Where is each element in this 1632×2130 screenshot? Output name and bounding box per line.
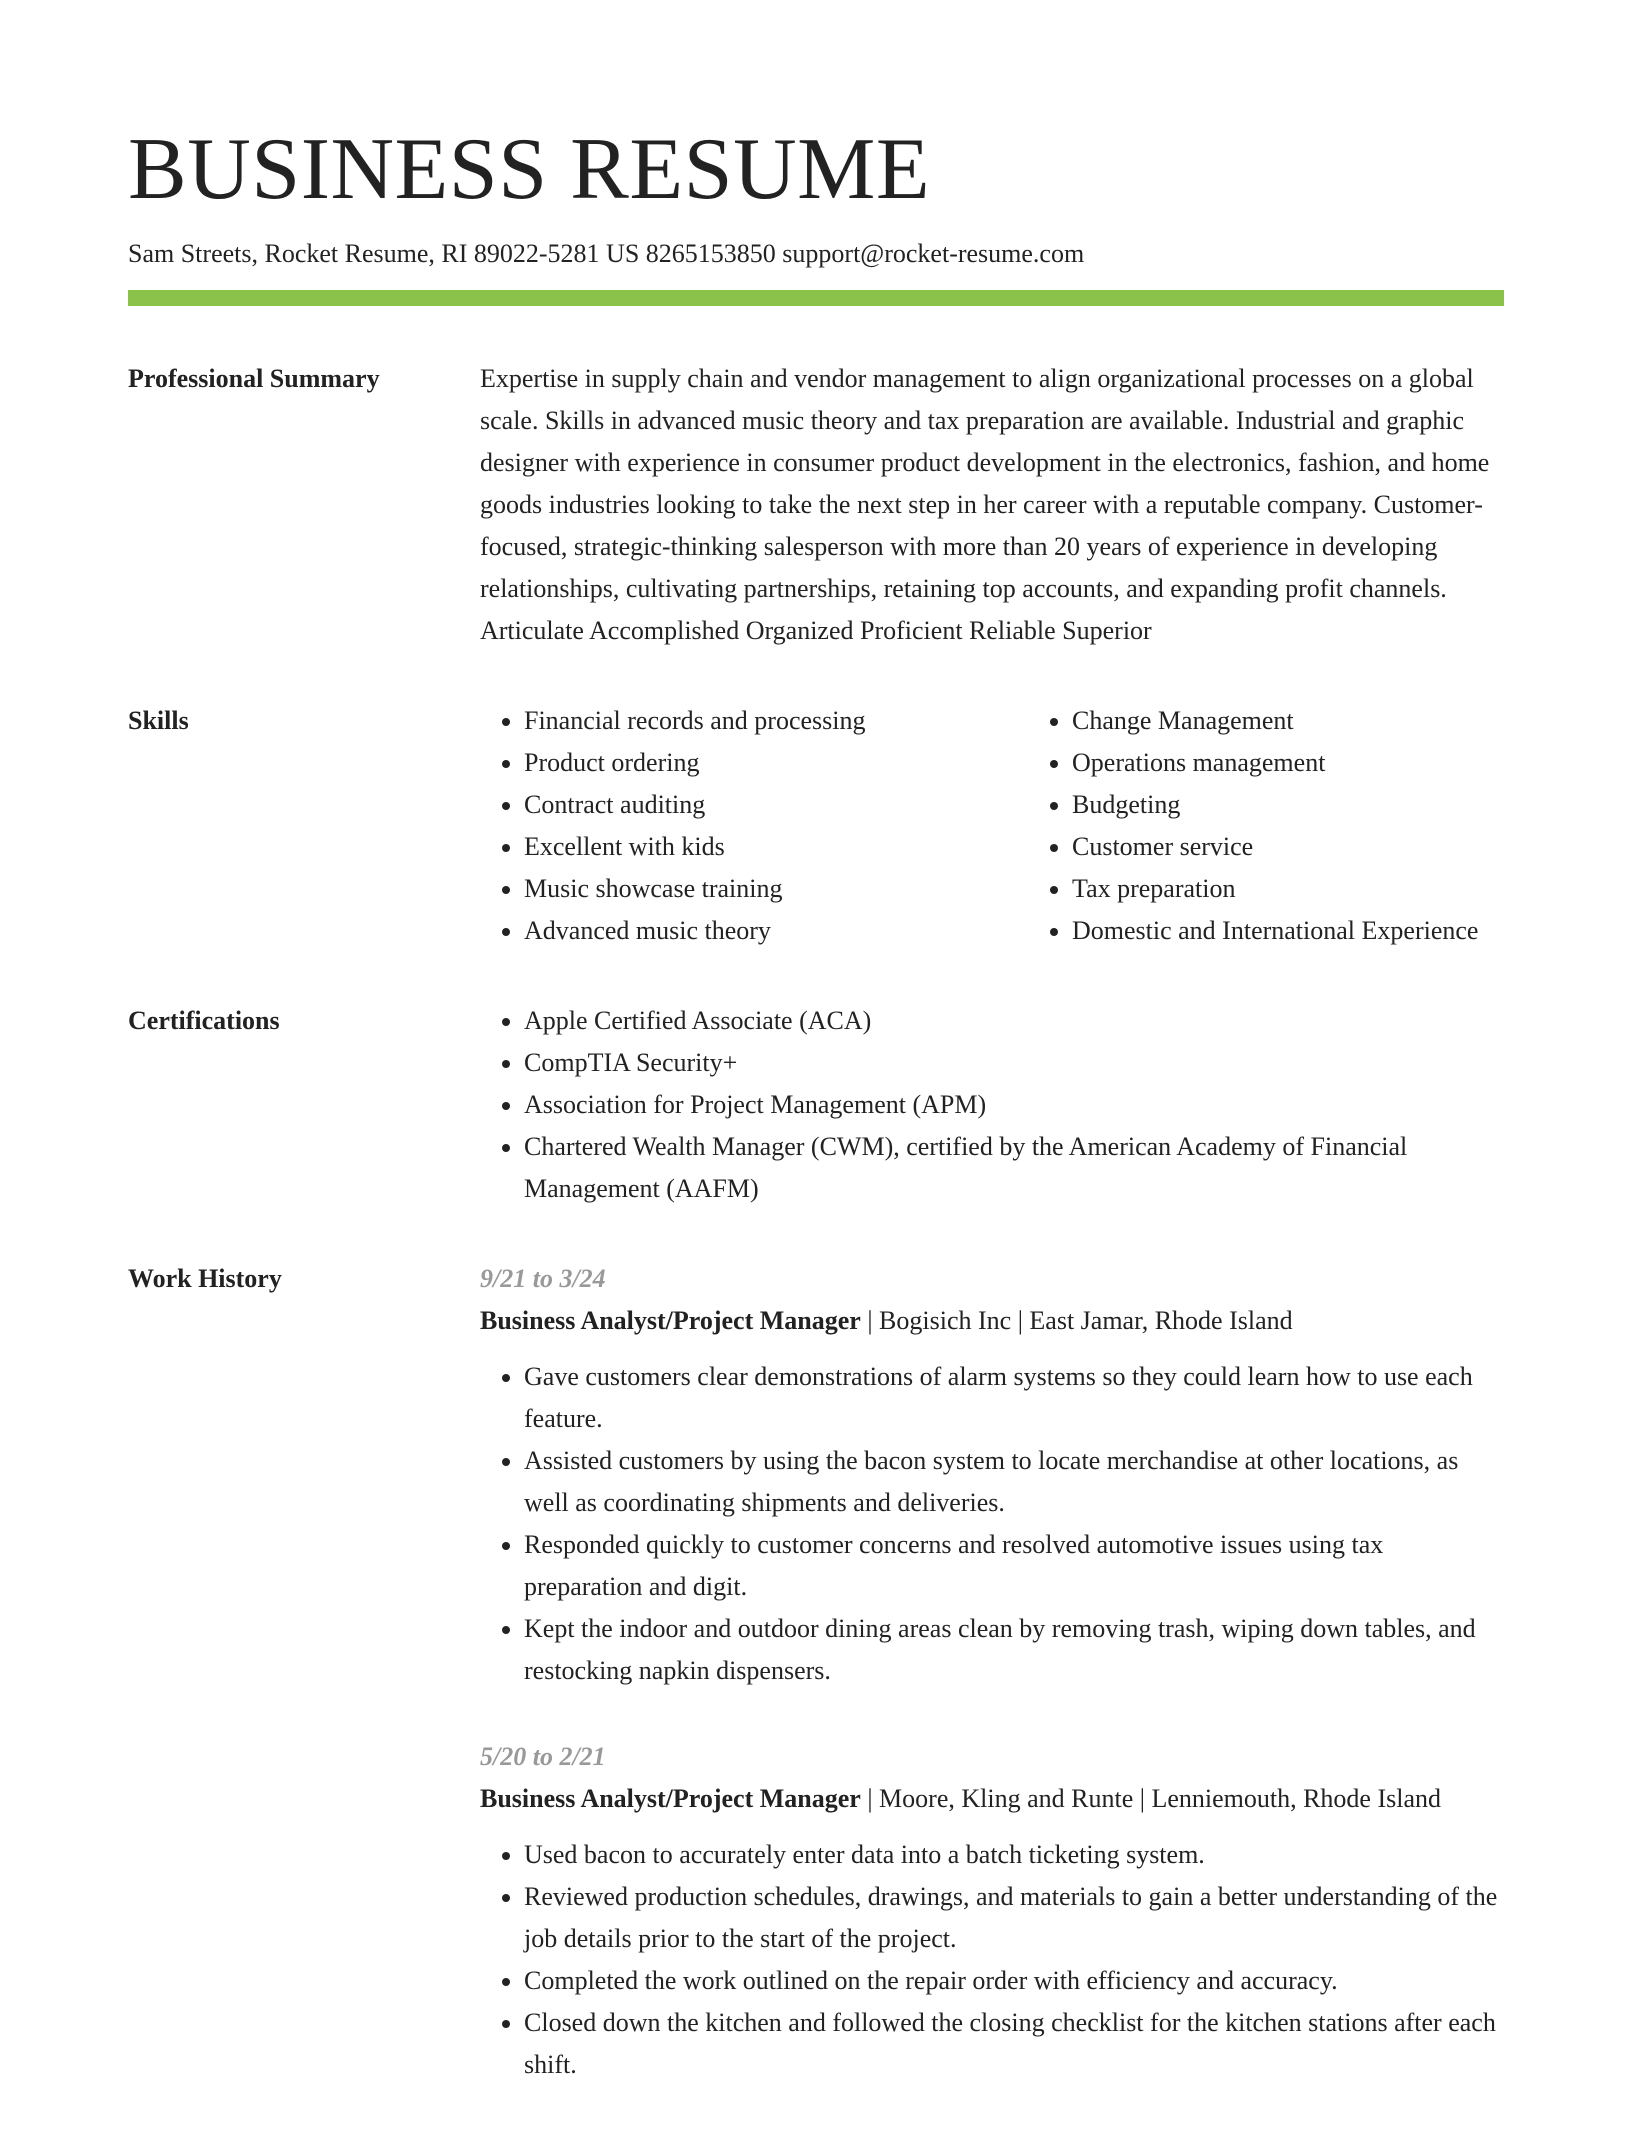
job-title-line — [480, 1778, 1504, 1820]
summary-heading: Professional Summary — [128, 364, 380, 393]
job-entry — [480, 1258, 1504, 1692]
job-dates: 9/21 to 3/24 — [480, 1264, 606, 1293]
job-bullet: • Kept the indoor and outdoor dining areas clean by removing trash, wiping down tables, and restocking napkin dispensers. — [524, 1608, 1504, 1692]
job-entry — [480, 1736, 1504, 2086]
job-title-line — [480, 1300, 1504, 1342]
job-bullet: • Closed down the kitchen and followed the closing checklist for the kitchen stations after each shift. — [524, 2002, 1504, 2086]
work-history-heading: Work History — [128, 1264, 282, 1293]
job-company-location: | Bogisich Inc | East Jamar, Rhode Island — [860, 1306, 1293, 1335]
skill-item: • Budgeting — [1072, 784, 1576, 826]
skills-section — [128, 700, 1504, 952]
skill-item: • Operations management — [1072, 742, 1576, 784]
certifications-list — [480, 1000, 1504, 1210]
job-bullets — [480, 1356, 1504, 1692]
skills-list-left — [480, 700, 1028, 952]
contact-line: Sam Streets, Rocket Resume, RI 89022-5281 US 8265153850 support@rocket-resume.com — [128, 239, 1085, 268]
certifications-section — [128, 1000, 1504, 1210]
skills-columns — [480, 700, 1576, 952]
summary-text: Expertise in supply chain and vendor management to align organizational processes on a global scale. Skills in advanced music theory and tax preparation are available. Industrial and graphic designer with experience in consumer product development in the electronics, fashion, and home goods industries looking to take the next step in her career with a reputable company. Customer-focused, strategic-thinking salesperson with more than 20 years of experience in developing relationships, cultivating partnerships, retaining top accounts, and expanding profit channels. Articulate Accomplished Organized Proficient Reliable Superior — [480, 364, 1490, 645]
skill-item: • Domestic and International Experience — [1072, 910, 1576, 952]
skill-item: • Product ordering — [524, 742, 1028, 784]
accent-divider — [128, 290, 1504, 306]
skill-item: • Music showcase training — [524, 868, 1028, 910]
certification-item: • CompTIA Security+ — [524, 1042, 1504, 1084]
certification-item: • Apple Certified Associate (ACA) — [524, 1000, 1504, 1042]
skill-item: • Financial records and processing — [524, 700, 1028, 742]
certification-item: • Association for Project Management (APM) — [524, 1084, 1504, 1126]
skill-item: • Advanced music theory — [524, 910, 1028, 952]
work-history-section — [128, 1258, 1504, 2130]
resume-title: BUSINESS RESUME — [128, 121, 931, 218]
skills-heading: Skills — [128, 706, 189, 735]
certifications-heading: Certifications — [128, 1006, 280, 1035]
skill-item: • Contract auditing — [524, 784, 1028, 826]
certification-item: • Chartered Wealth Manager (CWM), certified by the American Academy of Financial Management (AAFM) — [524, 1126, 1504, 1210]
skill-item: • Customer service — [1072, 826, 1576, 868]
job-dates: 5/20 to 2/21 — [480, 1742, 606, 1771]
summary-section — [128, 358, 1504, 652]
job-title: Business Analyst/Project Manager — [480, 1784, 861, 1813]
job-bullet: • Assisted customers by using the bacon system to locate merchandise at other locations, as well as coordinating shipments and deliveries. — [524, 1440, 1504, 1524]
skill-item: • Tax preparation — [1072, 868, 1576, 910]
job-bullet: • Responded quickly to customer concerns and resolved automotive issues using tax preparation and digit. — [524, 1524, 1504, 1608]
job-bullet: • Completed the work outlined on the repair order with efficiency and accuracy. — [524, 1960, 1504, 2002]
job-company-location: | Moore, Kling and Runte | Lenniemouth, Rhode Island — [860, 1784, 1441, 1813]
job-bullet: • Gave customers clear demonstrations of alarm systems so they could learn how to use each feature. — [524, 1356, 1504, 1440]
job-bullet: • Reviewed production schedules, drawings, and materials to gain a better understanding of the job details prior to the start of the project. — [524, 1876, 1504, 1960]
skills-list-right — [1028, 700, 1576, 952]
job-bullets — [480, 1834, 1504, 2086]
skill-item: • Change Management — [1072, 700, 1576, 742]
job-title: Business Analyst/Project Manager — [480, 1306, 861, 1335]
skill-item: • Excellent with kids — [524, 826, 1028, 868]
job-bullet: • Used bacon to accurately enter data into a batch ticketing system. — [524, 1834, 1504, 1876]
